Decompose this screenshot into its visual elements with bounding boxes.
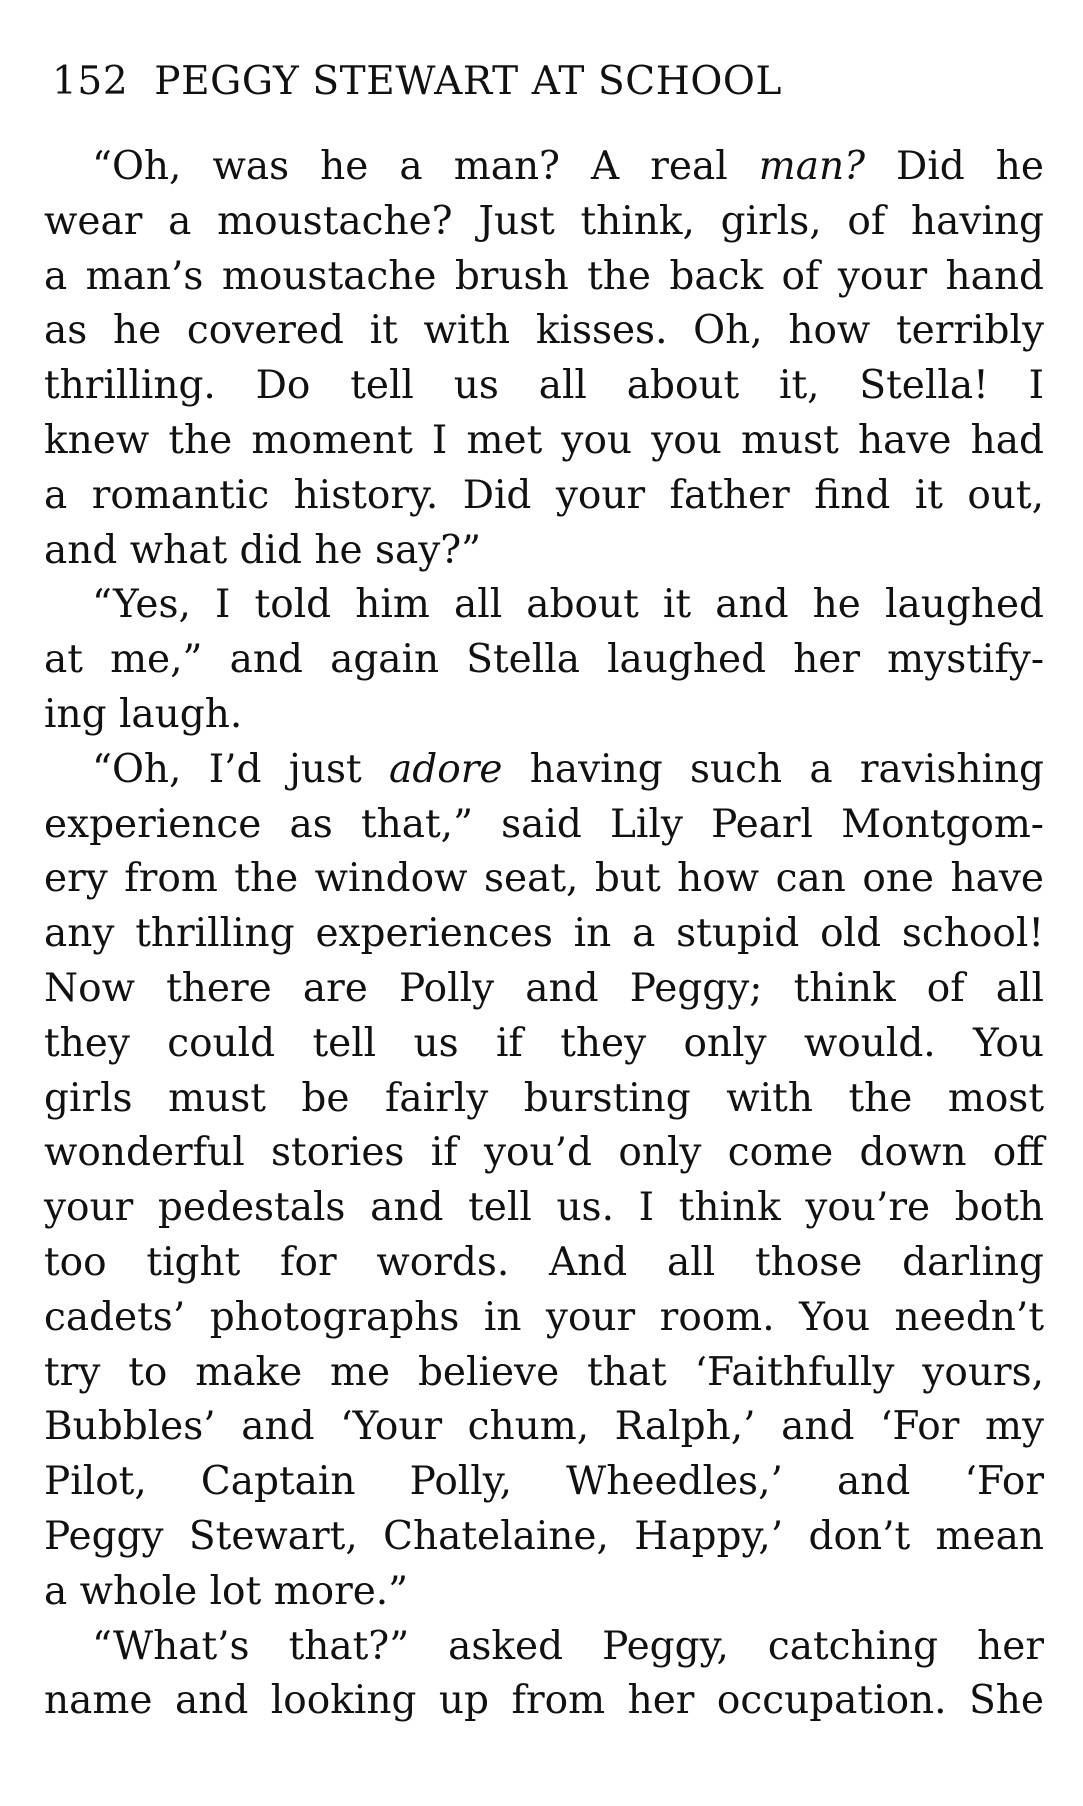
text-line: experience as that,” said Lily Pearl Montgom- bbox=[44, 801, 1044, 847]
text-line: ing laugh. bbox=[44, 691, 243, 737]
text-line: your pedestals and tell us. I think you’re both bbox=[44, 1185, 1044, 1231]
running-title: PEGGY STEWART AT SCHOOL bbox=[154, 59, 782, 104]
text-line: at me,” and again Stella laughed her mystify- bbox=[44, 637, 1044, 683]
paragraph bbox=[44, 1620, 1044, 1730]
text-line: thrilling. Do tell us all about it, Stella! I bbox=[44, 363, 1044, 409]
text-line: knew the moment I met you you must have had bbox=[44, 417, 1044, 463]
text-line: Pilot, Captain Polly, Wheedles,’ and ‘For bbox=[44, 1459, 1044, 1505]
text-line: and what did he say?” bbox=[44, 527, 482, 573]
page-number: 152 bbox=[52, 59, 129, 104]
text-line: any thrilling experiences in a stupid old school! bbox=[44, 911, 1044, 957]
text-line: “Oh, was he a man? A real man? Did he bbox=[92, 144, 1044, 189]
text-line: wonderful stories if you’d only come down off bbox=[44, 1130, 1044, 1176]
text-line: “Oh, I’d just adore having such a ravishing bbox=[92, 746, 1045, 792]
text-line: wear a moustache? Just think, girls, of having bbox=[44, 198, 1044, 244]
paragraph bbox=[44, 743, 1044, 1620]
text-line: name and looking up from her occupation. She bbox=[44, 1678, 1044, 1724]
text-line: ery from the window seat, but how can one have bbox=[44, 856, 1044, 902]
text-line: cadets’ photographs in your room. You needn’t bbox=[44, 1294, 1044, 1340]
text-line: Peggy Stewart, Chatelaine, Happy,’ don’t mean bbox=[44, 1513, 1044, 1559]
text-line: “What’s that?” asked Peggy, catching her bbox=[92, 1623, 1044, 1669]
emphasis: man? bbox=[758, 144, 865, 189]
text-line: a whole lot more.” bbox=[44, 1568, 409, 1614]
paragraph bbox=[44, 140, 1044, 578]
body-text bbox=[44, 140, 1044, 1729]
text-line: try to make me believe that ‘Faithfully yours, bbox=[44, 1349, 1044, 1395]
paragraph bbox=[44, 578, 1044, 742]
text-line: “Yes, I told him all about it and he laughed bbox=[92, 582, 1044, 628]
text-line: as he covered it with kisses. Oh, how terribly bbox=[44, 308, 1044, 354]
emphasis: adore bbox=[389, 746, 503, 792]
text-line: they could tell us if they only would. You bbox=[44, 1020, 1044, 1066]
text-line: girls must be fairly bursting with the most bbox=[44, 1075, 1044, 1121]
text-line: a man’s moustache brush the back of your hand bbox=[44, 253, 1044, 299]
text-line: a romantic history. Did your father find it out, bbox=[44, 472, 1044, 518]
page-header bbox=[52, 52, 952, 112]
text-line: Now there are Polly and Peggy; think of all bbox=[44, 965, 1044, 1011]
text-line: too tight for words. And all those darling bbox=[44, 1239, 1044, 1285]
text-line: Bubbles’ and ‘Your chum, Ralph,’ and ‘For my bbox=[44, 1404, 1044, 1450]
